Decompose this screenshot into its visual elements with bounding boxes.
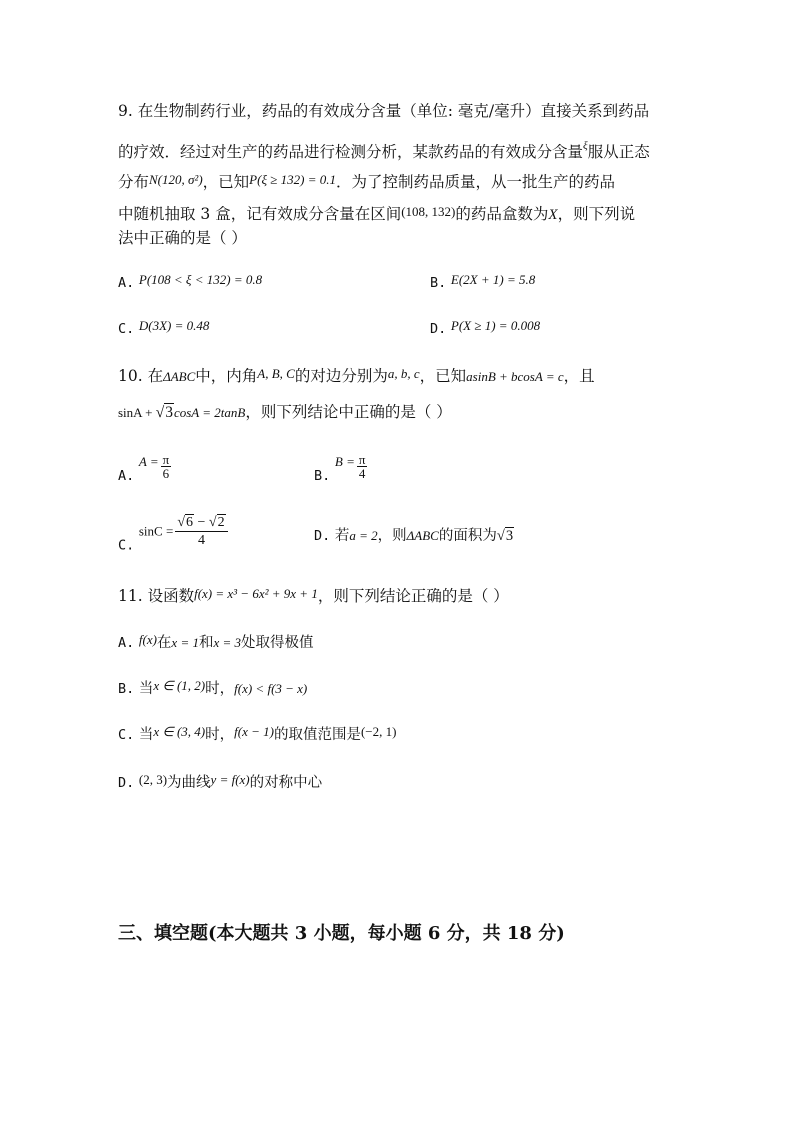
q11-option-c (118, 722, 396, 745)
option-math: y = f(x) (210, 772, 250, 787)
option-math: (−2, 1) (360, 724, 397, 739)
option-text: ，则 (377, 528, 407, 544)
q10-text: ，则下列结论中正确的是（ ） (245, 403, 452, 421)
q9-xi: ξ (583, 140, 588, 152)
option-lhs: sinC = (138, 523, 174, 539)
q10-text: ，且 (563, 367, 595, 385)
q10-option-b (314, 452, 369, 486)
q9-line-4 (118, 202, 635, 225)
option-expr: P(108 < ξ < 132) = 0.8 (138, 272, 263, 287)
numerator: π (162, 451, 170, 467)
q9-line-5: 法中正确的是（ ） (118, 229, 247, 247)
option-label: A. (118, 275, 135, 291)
sqrt3: √3 (496, 528, 514, 544)
option-math: x = 3 (213, 635, 242, 650)
q9-text: ．为了控制药品质量，从一批生产的药品 (336, 173, 616, 191)
option-text: 处取得极值 (241, 635, 314, 651)
q11-option-b (118, 676, 307, 699)
option-lhs: B = (334, 454, 355, 469)
q9-text: 的药品盒数为 (455, 205, 549, 223)
q10-line-1 (118, 364, 595, 387)
q10-option-d (314, 526, 514, 546)
option-label: B. (430, 275, 447, 291)
fraction-pi-over-4 (357, 453, 368, 480)
option-text: 为曲线 (167, 775, 211, 791)
numerator: π (358, 451, 366, 467)
option-label: B. (314, 468, 331, 484)
q10-text: 的对边分别为 (294, 367, 388, 385)
option-label: D. (118, 775, 135, 791)
fraction-sqrt6-minus-sqrt2-over-4 (175, 514, 227, 549)
option-lhs: A = (138, 454, 159, 469)
denominator: 4 (197, 533, 205, 548)
q10-eq2-part-b: cosA = 2tanB (173, 405, 246, 420)
q9-line-2 (118, 136, 650, 162)
numerator (175, 514, 227, 532)
option-math: x = 1 (171, 635, 199, 650)
q11-option-a (118, 630, 314, 653)
q11-line-1 (118, 584, 509, 606)
q10-option-a (118, 452, 173, 486)
option-label: A. (118, 635, 135, 651)
q11-text: 11. 设函数 (118, 587, 195, 605)
q9-line-1: 9. 在生物制药行业，药品的有效成分含量（单位: 毫克/毫升）直接关系到药品 (118, 102, 650, 120)
option-text: 若 (334, 528, 350, 544)
option-text: 的面积为 (438, 528, 497, 544)
q9-given-prob: P(ξ ≥ 132) = 0.1 (249, 172, 336, 187)
option-math: (2, 3) (138, 772, 168, 787)
q9-option-b (430, 270, 535, 293)
option-text: 的取值范围是 (273, 727, 361, 743)
q10-sides: a, b, c (387, 366, 420, 381)
q10-eq2-part-a: sinA + (118, 405, 156, 420)
q9-option-c (118, 316, 209, 339)
option-text: 当 (138, 681, 154, 697)
option-text: 时， (205, 681, 235, 697)
q10-text: 10. 在 (118, 367, 164, 385)
q10-triangle: ΔABC (163, 369, 196, 384)
denominator: 4 (358, 465, 366, 481)
sqrt2: √2 (208, 515, 225, 530)
q9-text: 分布 (118, 173, 150, 191)
option-label: D. (314, 528, 331, 544)
q9-text: 服从正态 (587, 143, 650, 161)
minus-sign: − (197, 515, 206, 530)
radicand: 6 (186, 515, 193, 530)
option-math: a = 2 (349, 528, 378, 543)
q9-interval: (108, 132) (401, 204, 456, 219)
q11-text: ，则下列结论正确的是（ ） (317, 587, 509, 605)
q10-sqrt3: √3 (155, 404, 173, 421)
option-text: 当 (138, 727, 154, 743)
option-label: D. (430, 321, 447, 337)
option-label: B. (118, 681, 135, 697)
option-label: A. (118, 468, 135, 484)
sqrt6: √6 (177, 515, 193, 530)
radicand: 3 (165, 404, 173, 421)
q9-var-x: X (548, 207, 558, 223)
option-math: f(x − 1) (234, 724, 274, 739)
q9-option-d (430, 316, 540, 339)
q9-text: ，则下列说 (557, 205, 636, 223)
option-text: 在 (156, 635, 172, 651)
option-text: 的对称中心 (249, 775, 323, 791)
radicand: 2 (217, 515, 225, 530)
option-math: x ∈ (1, 2) (153, 678, 206, 693)
option-label: C. (118, 537, 135, 554)
option-math: ΔABC (406, 528, 439, 543)
q10-equation-1: asinB + bcosA = c (466, 369, 564, 384)
option-text: 时， (205, 727, 235, 743)
q9-text: 的疗效．经过对生产的药品进行检测分析，某款药品的有效成分含量 (118, 143, 584, 161)
option-math: f(x) < f(3 − x) (234, 681, 308, 696)
denominator: 6 (162, 465, 170, 481)
q11-option-d (118, 770, 322, 793)
option-expr: D(3X) = 0.48 (138, 318, 210, 333)
option-label: C. (118, 727, 135, 743)
fraction-pi-over-6 (161, 453, 172, 480)
q10-option-c (118, 514, 230, 556)
q9-text: ，已知 (202, 173, 250, 191)
q10-angles: A, B, C (257, 366, 295, 381)
option-text: 和 (198, 635, 214, 651)
radicand: 3 (505, 528, 514, 544)
q11-function: f(x) = x³ − 6x² + 9x + 1 (194, 586, 318, 601)
q10-text: ，已知 (419, 367, 467, 385)
q10-text: 中，内角 (195, 367, 258, 385)
option-label: C. (118, 321, 135, 337)
option-expr: E(2X + 1) = 5.8 (450, 272, 536, 287)
option-expr: P(X ≥ 1) = 0.008 (450, 318, 541, 333)
q9-option-a (118, 270, 262, 293)
q9-line-3 (118, 170, 615, 192)
q10-line-2 (118, 402, 452, 423)
section-3-heading: 三、填空题(本大题共 3 小题，每小题 6 分，共 18 分) (118, 923, 565, 944)
q9-text: 中随机抽取 3 盒，记有效成分含量在区间 (118, 205, 402, 223)
q9-normal-dist: N(120, σ²) (149, 172, 203, 187)
option-math: x ∈ (3, 4) (153, 724, 206, 739)
option-math: f(x) (138, 632, 157, 647)
